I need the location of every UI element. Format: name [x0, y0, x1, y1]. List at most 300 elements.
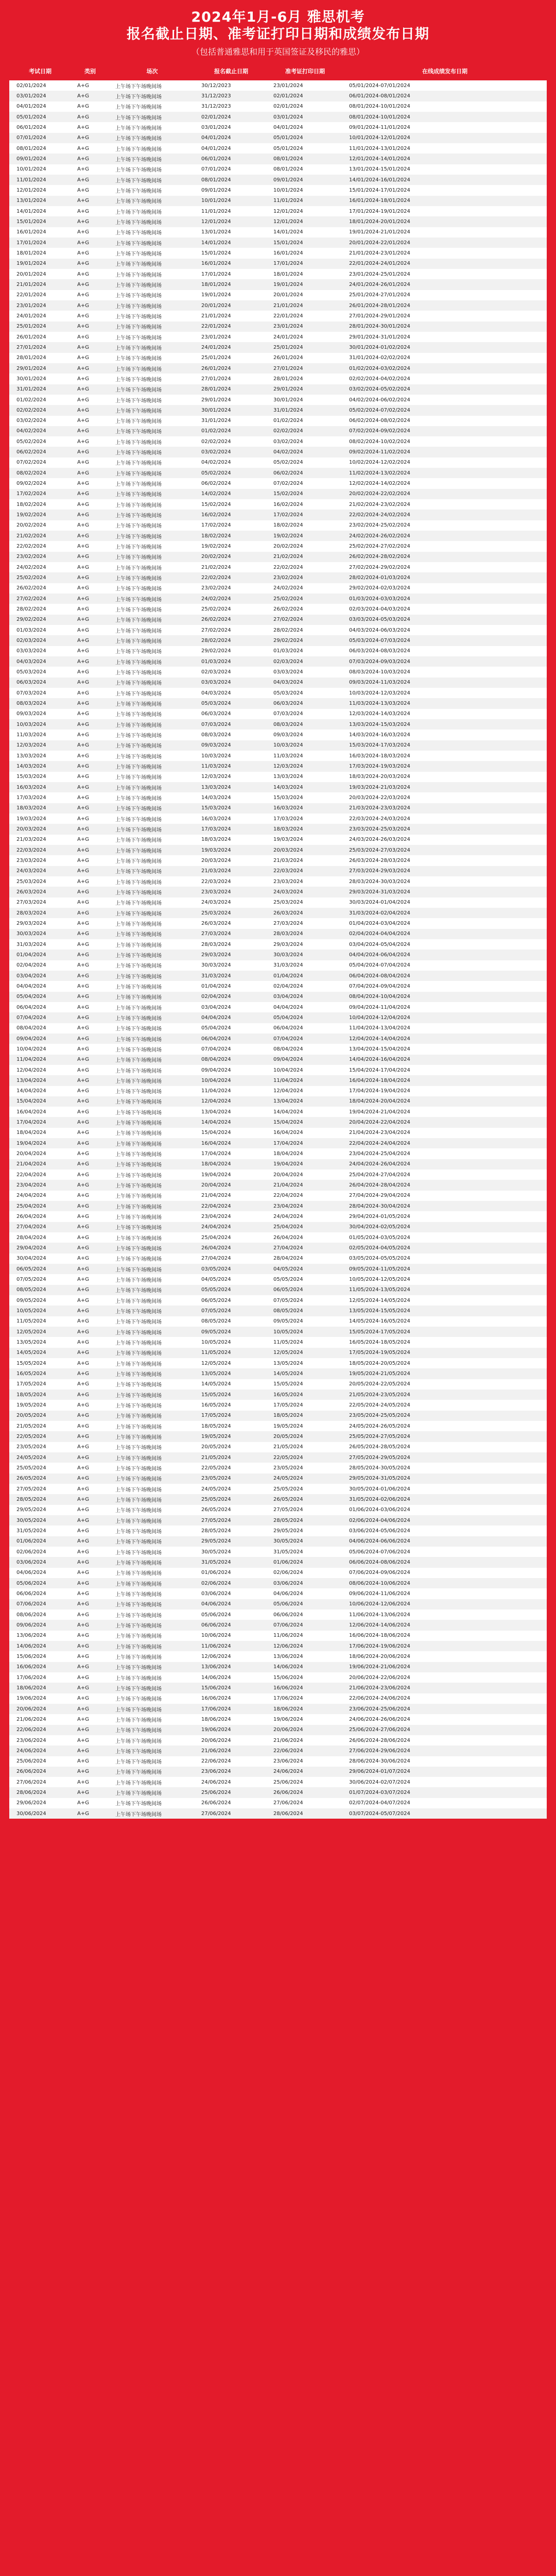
cell-admission-print-date: 20/06/2024: [273, 1727, 303, 1733]
cell-admission-print-date: 03/02/2024: [273, 438, 303, 445]
table-row: [9, 1777, 547, 1787]
cell-exam-date: 15/04/2024: [16, 1098, 46, 1105]
table-row: [9, 143, 547, 154]
cell-results-release: 09/03/2024-11/03/2024: [349, 680, 410, 686]
cell-exam-date: 03/06/2024: [16, 1559, 46, 1565]
cell-admission-print-date: 04/04/2024: [273, 1004, 303, 1010]
cell-admission-print-date: 17/06/2024: [273, 1696, 303, 1702]
cell-admission-print-date: 01/06/2024: [273, 1559, 303, 1565]
table-row: [9, 374, 547, 384]
cell-session: 上午场下午场晚间场: [115, 94, 162, 100]
cell-session: 上午场下午场晚间场: [115, 1393, 162, 1399]
cell-exam-date: 04/03/2024: [16, 658, 46, 665]
cell-category: A+G: [77, 198, 89, 204]
cell-category: A+G: [77, 763, 89, 769]
cell-session: 上午场下午场晚间场: [115, 1225, 162, 1231]
cell-exam-date: 14/01/2024: [16, 208, 46, 214]
table-row: [9, 510, 547, 520]
cell-admission-print-date: 08/01/2024: [273, 156, 303, 162]
cell-admission-print-date: 09/05/2024: [273, 1318, 303, 1325]
cell-session: 上午场下午场晚间场: [115, 1330, 162, 1336]
table-row: [9, 1767, 547, 1777]
cell-results-release: 08/01/2024-10/01/2024: [349, 104, 410, 110]
cell-exam-date: 16/05/2024: [16, 1371, 46, 1377]
cell-registration-deadline: 24/02/2024: [201, 596, 231, 602]
cell-category: A+G: [77, 438, 89, 445]
table-row: [9, 698, 547, 708]
cell-session: 上午场下午场晚间场: [115, 1005, 162, 1011]
cell-session: 上午场下午场晚间场: [115, 230, 162, 236]
cell-admission-print-date: 29/03/2024: [273, 941, 303, 947]
cell-registration-deadline: 21/03/2024: [201, 868, 231, 874]
cell-session: 上午场下午场晚间场: [115, 1613, 162, 1619]
table-row: [9, 499, 547, 510]
cell-registration-deadline: 18/02/2024: [201, 533, 231, 539]
cell-session: 上午场下午场晚间场: [115, 1257, 162, 1263]
cell-registration-deadline: 24/06/2024: [201, 1779, 231, 1785]
cell-exam-date: 17/06/2024: [16, 1674, 46, 1681]
cell-exam-date: 28/03/2024: [16, 910, 46, 916]
cell-admission-print-date: 14/04/2024: [273, 1109, 303, 1115]
cell-session: 上午场下午场晚间场: [115, 1246, 162, 1252]
cell-results-release: 03/04/2024-05/04/2024: [349, 941, 410, 947]
cell-category: A+G: [77, 218, 89, 225]
cell-results-release: 20/01/2024-22/01/2024: [349, 240, 410, 246]
cell-session: 上午场下午场晚间场: [115, 743, 162, 750]
cell-session: 上午场下午场晚间场: [115, 1424, 162, 1430]
cell-session: 上午场下午场晚间场: [115, 659, 162, 666]
cell-exam-date: 25/01/2024: [16, 324, 46, 330]
cell-results-release: 28/05/2024-30/05/2024: [349, 1465, 410, 1471]
cell-session: 上午场下午场晚间场: [115, 178, 162, 184]
cell-results-release: 04/04/2024-06/04/2024: [349, 952, 410, 958]
table-row: [9, 730, 547, 740]
cell-exam-date: 30/04/2024: [16, 1256, 46, 1262]
cell-results-release: 14/04/2024-16/04/2024: [349, 1057, 410, 1063]
cell-registration-deadline: 09/05/2024: [201, 1329, 231, 1335]
cell-exam-date: 22/04/2024: [16, 1172, 46, 1178]
cell-admission-print-date: 13/04/2024: [273, 1098, 303, 1105]
cell-registration-deadline: 07/04/2024: [201, 1046, 231, 1052]
table-row: [9, 1285, 547, 1295]
cell-registration-deadline: 18/06/2024: [201, 1716, 231, 1722]
cell-admission-print-date: 22/06/2024: [273, 1748, 303, 1754]
table-row: [9, 594, 547, 604]
cell-results-release: 09/04/2024-11/04/2024: [349, 1004, 410, 1010]
table-row: [9, 929, 547, 939]
cell-category: A+G: [77, 931, 89, 937]
cell-registration-deadline: 09/03/2024: [201, 742, 231, 749]
cell-admission-print-date: 22/04/2024: [273, 1193, 303, 1199]
cell-exam-date: 18/05/2024: [16, 1392, 46, 1398]
cell-category: A+G: [77, 1476, 89, 1482]
cell-registration-deadline: 20/06/2024: [201, 1737, 231, 1743]
cell-results-release: 05/03/2024-07/03/2024: [349, 638, 410, 644]
cell-session: 上午场下午场晚间场: [115, 1738, 162, 1744]
cell-category: A+G: [77, 690, 89, 696]
cell-category: A+G: [77, 638, 89, 644]
table-row: [9, 101, 547, 112]
cell-exam-date: 14/03/2024: [16, 763, 46, 769]
cell-category: A+G: [77, 1277, 89, 1283]
cell-results-release: 16/05/2024-18/05/2024: [349, 1340, 410, 1346]
cell-registration-deadline: 03/01/2024: [201, 124, 231, 130]
cell-admission-print-date: 27/06/2024: [273, 1800, 303, 1806]
cell-exam-date: 19/02/2024: [16, 512, 46, 518]
cell-admission-print-date: 21/05/2024: [273, 1444, 303, 1450]
cell-results-release: 20/05/2024-22/05/2024: [349, 1381, 410, 1387]
cell-category: A+G: [77, 208, 89, 214]
cell-admission-print-date: 23/03/2024: [273, 878, 303, 885]
table-row: [9, 1096, 547, 1107]
cell-results-release: 11/05/2024-13/05/2024: [349, 1287, 410, 1293]
cell-results-release: 15/04/2024-17/04/2024: [349, 1067, 410, 1073]
cell-admission-print-date: 03/01/2024: [273, 114, 303, 120]
cell-category: A+G: [77, 1559, 89, 1565]
cell-admission-print-date: 12/05/2024: [273, 1350, 303, 1356]
cell-registration-deadline: 02/02/2024: [201, 438, 231, 445]
cell-exam-date: 18/06/2024: [16, 1685, 46, 1691]
cell-session: 上午场下午场晚间场: [115, 754, 162, 760]
table-row: [9, 122, 547, 132]
cell-admission-print-date: 08/03/2024: [273, 721, 303, 727]
cell-results-release: 24/03/2024-26/03/2024: [349, 837, 410, 843]
cell-category: A+G: [77, 1612, 89, 1618]
cell-session: 上午场下午场晚间场: [115, 1309, 162, 1315]
cell-session: 上午场下午场晚间场: [115, 387, 162, 394]
cell-exam-date: 06/06/2024: [16, 1590, 46, 1597]
cell-registration-deadline: 16/03/2024: [201, 816, 231, 822]
cell-exam-date: 07/03/2024: [16, 690, 46, 696]
cell-session: 上午场下午场晚间场: [115, 974, 162, 980]
cell-category: A+G: [77, 1664, 89, 1670]
cell-admission-print-date: 10/01/2024: [273, 187, 303, 193]
cell-exam-date: 08/06/2024: [16, 1612, 46, 1618]
cell-admission-print-date: 10/05/2024: [273, 1329, 303, 1335]
cell-category: A+G: [77, 1140, 89, 1146]
cell-exam-date: 11/01/2024: [16, 177, 46, 183]
cell-admission-print-date: 18/03/2024: [273, 826, 303, 832]
cell-registration-deadline: 23/01/2024: [201, 334, 231, 340]
cell-session: 上午场下午场晚间场: [115, 1801, 162, 1807]
cell-admission-print-date: 14/06/2024: [273, 1664, 303, 1670]
cell-exam-date: 09/06/2024: [16, 1622, 46, 1628]
cell-admission-print-date: 22/05/2024: [273, 1454, 303, 1461]
cell-results-release: 26/06/2024-28/06/2024: [349, 1737, 410, 1743]
cell-admission-print-date: 15/06/2024: [273, 1674, 303, 1681]
cell-admission-print-date: 01/04/2024: [273, 973, 303, 979]
cell-category: A+G: [77, 481, 89, 487]
cell-category: A+G: [77, 1622, 89, 1628]
cell-category: A+G: [77, 240, 89, 246]
cell-registration-deadline: 14/02/2024: [201, 491, 231, 497]
cell-registration-deadline: 11/03/2024: [201, 763, 231, 769]
cell-exam-date: 01/02/2024: [16, 397, 46, 403]
cell-results-release: 02/02/2024-04/02/2024: [349, 376, 410, 382]
cell-exam-date: 25/05/2024: [16, 1465, 46, 1471]
table-row: [9, 1421, 547, 1431]
cell-session: 上午场下午场晚间场: [115, 1487, 162, 1493]
cell-exam-date: 07/01/2024: [16, 135, 46, 141]
cell-session: 上午场下午场晚间场: [115, 806, 162, 812]
cell-results-release: 08/02/2024-10/02/2024: [349, 438, 410, 445]
cell-exam-date: 18/01/2024: [16, 250, 46, 256]
cell-category: A+G: [77, 501, 89, 507]
cell-admission-print-date: 18/05/2024: [273, 1413, 303, 1419]
cell-registration-deadline: 08/04/2024: [201, 1057, 231, 1063]
cell-admission-print-date: 19/04/2024: [273, 1161, 303, 1167]
cell-results-release: 30/05/2024-01/06/2024: [349, 1486, 410, 1492]
table-row: [9, 1662, 547, 1672]
cell-results-release: 23/06/2024-25/06/2024: [349, 1706, 410, 1712]
cell-registration-deadline: 02/04/2024: [201, 994, 231, 1000]
cell-registration-deadline: 23/06/2024: [201, 1769, 231, 1775]
cell-exam-date: 29/02/2024: [16, 617, 46, 623]
cell-admission-print-date: 02/01/2024: [273, 93, 303, 99]
cell-registration-deadline: 15/05/2024: [201, 1392, 231, 1398]
cell-session: 上午场下午场晚间场: [115, 1770, 162, 1776]
cell-admission-print-date: 07/04/2024: [273, 1036, 303, 1042]
cell-session: 上午场下午场晚间场: [115, 1791, 162, 1797]
cell-results-release: 17/04/2024-19/04/2024: [349, 1088, 410, 1094]
table-row: [9, 1107, 547, 1117]
cell-results-release: 31/03/2024-02/04/2024: [349, 910, 410, 916]
cell-category: A+G: [77, 868, 89, 874]
cell-admission-print-date: 11/01/2024: [273, 198, 303, 204]
cell-exam-date: 21/04/2024: [16, 1161, 46, 1167]
table-row: [9, 541, 547, 551]
table-row: [9, 615, 547, 625]
cell-admission-print-date: 06/03/2024: [273, 701, 303, 707]
cell-exam-date: 08/02/2024: [16, 470, 46, 476]
cell-results-release: 10/02/2024-12/02/2024: [349, 460, 410, 466]
cell-exam-date: 12/03/2024: [16, 742, 46, 749]
cell-session: 上午场下午场晚间场: [115, 1015, 162, 1022]
cell-admission-print-date: 23/01/2024: [273, 324, 303, 330]
cell-exam-date: 02/01/2024: [16, 82, 46, 89]
cell-session: 上午场下午场晚间场: [115, 1058, 162, 1064]
cell-registration-deadline: 14/04/2024: [201, 1120, 231, 1126]
cell-registration-deadline: 16/02/2024: [201, 512, 231, 518]
table-row: [9, 1170, 547, 1180]
cell-admission-print-date: 02/02/2024: [273, 428, 303, 434]
cell-exam-date: 08/05/2024: [16, 1287, 46, 1293]
table-row: [9, 1672, 547, 1683]
cell-registration-deadline: 11/05/2024: [201, 1350, 231, 1356]
cell-category: A+G: [77, 1224, 89, 1230]
cell-session: 上午场下午场晚间场: [115, 1162, 162, 1168]
cell-session: 上午场下午场晚间场: [115, 953, 162, 959]
cell-category: A+G: [77, 1014, 89, 1021]
cell-registration-deadline: 09/01/2024: [201, 187, 231, 193]
cell-category: A+G: [77, 1120, 89, 1126]
cell-exam-date: 02/02/2024: [16, 407, 46, 413]
cell-category: A+G: [77, 470, 89, 476]
cell-results-release: 25/04/2024-27/04/2024: [349, 1172, 410, 1178]
cell-category: A+G: [77, 512, 89, 518]
cell-admission-print-date: 04/03/2024: [273, 680, 303, 686]
cell-results-release: 21/02/2024-23/02/2024: [349, 501, 410, 507]
cell-session: 上午场下午场晚间场: [115, 335, 162, 341]
table-row: [9, 1327, 547, 1337]
cell-admission-print-date: 11/04/2024: [273, 1077, 303, 1083]
table-row: [9, 1473, 547, 1484]
cell-exam-date: 07/06/2024: [16, 1601, 46, 1607]
cell-results-release: 06/02/2024-08/02/2024: [349, 418, 410, 424]
cell-category: A+G: [77, 784, 89, 790]
cell-results-release: 05/01/2024-07/01/2024: [349, 82, 410, 89]
table-row: [9, 677, 547, 688]
cell-registration-deadline: 11/04/2024: [201, 1088, 231, 1094]
cell-exam-date: 04/02/2024: [16, 428, 46, 434]
table-row: [9, 1494, 547, 1504]
cell-session: 上午场下午场晚间场: [115, 272, 162, 278]
cell-exam-date: 27/04/2024: [16, 1224, 46, 1230]
cell-category: A+G: [77, 920, 89, 926]
cell-exam-date: 10/01/2024: [16, 166, 46, 173]
cell-registration-deadline: 28/05/2024: [201, 1528, 231, 1534]
cell-registration-deadline: 28/02/2024: [201, 638, 231, 644]
cell-results-release: 18/03/2024-20/03/2024: [349, 774, 410, 780]
cell-results-release: 13/04/2024-15/04/2024: [349, 1046, 410, 1052]
table-row: [9, 1400, 547, 1410]
table-row: [9, 1117, 547, 1127]
cell-results-release: 02/06/2024-04/06/2024: [349, 1517, 410, 1523]
cell-results-release: 10/06/2024-12/06/2024: [349, 1601, 410, 1607]
cell-category: A+G: [77, 1182, 89, 1189]
cell-registration-deadline: 15/04/2024: [201, 1130, 231, 1136]
cell-session: 上午场下午场晚间场: [115, 1288, 162, 1294]
cell-results-release: 05/02/2024-07/02/2024: [349, 407, 410, 413]
cell-session: 上午场下午场晚间场: [115, 995, 162, 1001]
cell-category: A+G: [77, 1057, 89, 1063]
cell-results-release: 07/04/2024-09/04/2024: [349, 983, 410, 989]
cell-category: A+G: [77, 1696, 89, 1702]
cell-results-release: 06/03/2024-08/03/2024: [349, 648, 410, 654]
table-row: [9, 1704, 547, 1714]
cell-results-release: 09/02/2024-11/02/2024: [349, 449, 410, 455]
cell-category: A+G: [77, 1360, 89, 1366]
cell-exam-date: 15/01/2024: [16, 218, 46, 225]
cell-session: 上午场下午场晚间场: [115, 1194, 162, 1200]
cell-exam-date: 25/03/2024: [16, 878, 46, 885]
cell-exam-date: 06/01/2024: [16, 124, 46, 130]
cell-exam-date: 21/03/2024: [16, 837, 46, 843]
cell-category: A+G: [77, 1758, 89, 1765]
cell-category: A+G: [77, 1025, 89, 1031]
cell-session: 上午场下午场晚间场: [115, 628, 162, 634]
cell-admission-print-date: 23/02/2024: [273, 575, 303, 581]
cell-exam-date: 24/06/2024: [16, 1748, 46, 1754]
cell-exam-date: 13/05/2024: [16, 1340, 46, 1346]
cell-exam-date: 24/03/2024: [16, 868, 46, 874]
cell-session: 上午场下午场晚间场: [115, 681, 162, 687]
cell-registration-deadline: 31/03/2024: [201, 973, 231, 979]
cell-category: A+G: [77, 124, 89, 130]
cell-exam-date: 20/02/2024: [16, 522, 46, 529]
cell-admission-print-date: 04/05/2024: [273, 1266, 303, 1272]
cell-admission-print-date: 05/03/2024: [273, 690, 303, 696]
cell-category: A+G: [77, 1203, 89, 1209]
cell-session: 上午场下午场晚间场: [115, 1099, 162, 1106]
cell-category: A+G: [77, 1151, 89, 1157]
cell-category: A+G: [77, 1402, 89, 1408]
cell-session: 上午场下午场晚间场: [115, 209, 162, 215]
table-row: [9, 1295, 547, 1306]
cell-results-release: 28/02/2024-01/03/2024: [349, 575, 410, 581]
cell-category: A+G: [77, 449, 89, 455]
cell-admission-print-date: 05/01/2024: [273, 145, 303, 151]
cell-exam-date: 14/05/2024: [16, 1350, 46, 1356]
table-row: [9, 279, 547, 290]
cell-exam-date: 21/02/2024: [16, 533, 46, 539]
table-row: [9, 1714, 547, 1724]
cell-session: 上午场下午场晚间场: [115, 1455, 162, 1462]
cell-registration-deadline: 13/03/2024: [201, 784, 231, 790]
cell-results-release: 23/05/2024-25/05/2024: [349, 1413, 410, 1419]
cell-registration-deadline: 22/04/2024: [201, 1203, 231, 1209]
cell-session: 上午场下午场晚间场: [115, 1518, 162, 1524]
table-row: [9, 981, 547, 991]
table-row: [9, 1484, 547, 1494]
cell-admission-print-date: 24/04/2024: [273, 1214, 303, 1220]
cell-session: 上午场下午场晚间场: [115, 848, 162, 854]
cell-session: 上午场下午场晚间场: [115, 1235, 162, 1242]
cell-exam-date: 11/05/2024: [16, 1318, 46, 1325]
cell-registration-deadline: 13/04/2024: [201, 1109, 231, 1115]
cell-exam-date: 31/01/2024: [16, 386, 46, 393]
cell-results-release: 02/05/2024-04/05/2024: [349, 1245, 410, 1251]
cell-session: 上午场下午场晚间场: [115, 1121, 162, 1127]
cell-category: A+G: [77, 166, 89, 173]
cell-session: 上午场下午场晚间场: [115, 984, 162, 990]
cell-exam-date: 29/03/2024: [16, 920, 46, 926]
cell-admission-print-date: 14/01/2024: [273, 229, 303, 235]
table-row: [9, 960, 547, 971]
cell-admission-print-date: 17/01/2024: [273, 261, 303, 267]
cell-registration-deadline: 23/04/2024: [201, 1214, 231, 1220]
cell-results-release: 29/05/2024-31/05/2024: [349, 1476, 410, 1482]
cell-admission-print-date: 28/06/2024: [273, 1810, 303, 1817]
table-row: [9, 719, 547, 730]
cell-exam-date: 22/06/2024: [16, 1727, 46, 1733]
cell-exam-date: 20/06/2024: [16, 1706, 46, 1712]
table-row: [9, 1411, 547, 1421]
cell-exam-date: 17/01/2024: [16, 240, 46, 246]
cell-category: A+G: [77, 1779, 89, 1785]
cell-exam-date: 13/04/2024: [16, 1077, 46, 1083]
cell-admission-print-date: 05/06/2024: [273, 1601, 303, 1607]
cell-exam-date: 07/04/2024: [16, 1014, 46, 1021]
cell-registration-deadline: 27/02/2024: [201, 627, 231, 633]
cell-registration-deadline: 07/01/2024: [201, 166, 231, 173]
table-row: [9, 468, 547, 478]
cell-exam-date: 21/01/2024: [16, 281, 46, 287]
cell-exam-date: 19/01/2024: [16, 261, 46, 267]
table-row: [9, 772, 547, 782]
table-row: [9, 154, 547, 164]
table-row: [9, 1431, 547, 1442]
cell-admission-print-date: 13/03/2024: [273, 774, 303, 780]
cell-session: 上午场下午场晚间场: [115, 262, 162, 268]
table-row: [9, 604, 547, 614]
cell-results-release: 01/04/2024-03/04/2024: [349, 920, 410, 926]
cell-admission-print-date: 16/04/2024: [273, 1130, 303, 1136]
cell-results-release: 03/07/2024-05/07/2024: [349, 1810, 410, 1817]
cell-registration-deadline: 13/01/2024: [201, 229, 231, 235]
table-row: [9, 216, 547, 227]
cell-results-release: 18/04/2024-20/04/2024: [349, 1098, 410, 1105]
